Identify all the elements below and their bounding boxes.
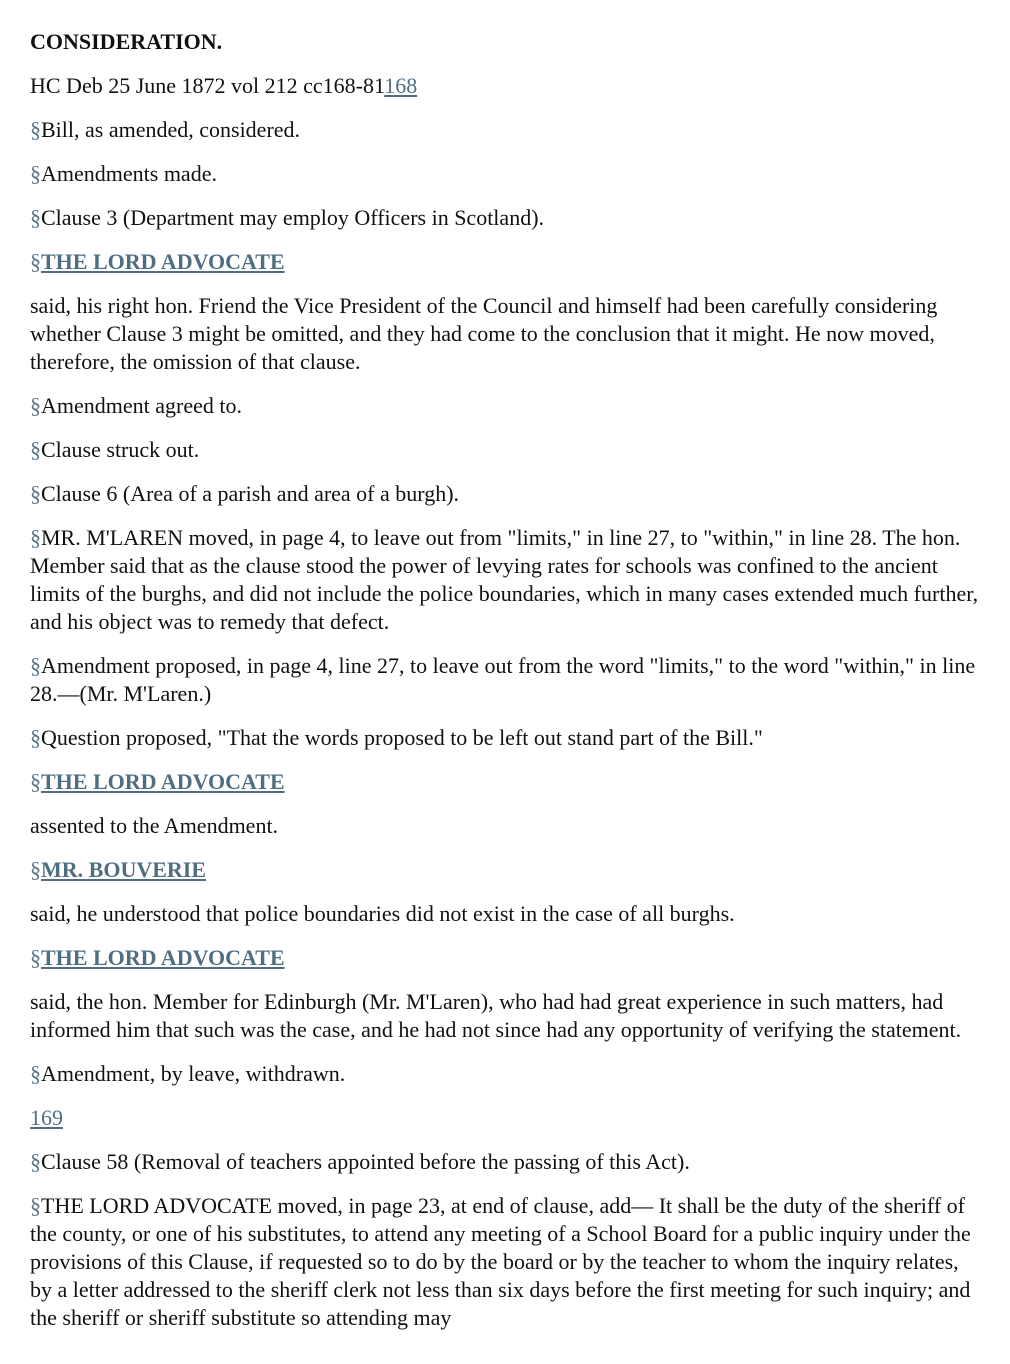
column-link-169[interactable]: 169 [30, 1105, 63, 1130]
section-mark: § [30, 205, 41, 230]
paragraph [30, 1060, 980, 1088]
paragraph-text: THE LORD ADVOCATE moved, in page 23, at end of clause, add— It shall be the duty of the sheriff of the county, or one of his substitutes, to attend any meeting of a School Board for a public inquiry under the provisions of this Clause, if requested so to do by the board or by the teacher to whom the inquiry relates, by a letter addressed to the sheriff clerk not less than six days before the first meeting for such inquiry; and the sheriff or sheriff substitute so attending may [30, 1193, 971, 1330]
section-mark: § [30, 525, 41, 550]
speaker-link-lord-advocate[interactable]: THE LORD ADVOCATE [41, 945, 285, 970]
paragraph: said, his right hon. Friend the Vice President of the Council and himself had been carefully considering whether Clause 3 might be omitted, and they had come to the conclusion that it might. He now moved, therefore, the omission of that clause. [30, 293, 938, 374]
speaker-heading [30, 944, 980, 972]
section-mark: § [30, 653, 41, 678]
paragraph: said, he understood that police boundaries did not exist in the case of all burghs. [30, 901, 735, 926]
speaker-link-mr-bouverie[interactable]: MR. BOUVERIE [41, 857, 207, 882]
speaker-link-lord-advocate[interactable]: THE LORD ADVOCATE [41, 249, 285, 274]
section-mark: § [30, 393, 41, 418]
paragraph-text: Bill, as amended, considered. [41, 117, 301, 142]
paragraph-text: Clause 6 (Area of a parish and area of a burgh). [41, 481, 460, 506]
section-mark: § [30, 481, 41, 506]
citation-text: HC Deb 25 June 1872 vol 212 cc168-81 [30, 73, 385, 98]
section-mark: § [30, 1061, 41, 1086]
section-mark: § [30, 725, 41, 750]
paragraph [30, 204, 980, 232]
citation-line [30, 72, 980, 100]
paragraph [30, 480, 980, 508]
section-mark: § [30, 857, 41, 882]
paragraph-text: Clause struck out. [41, 437, 200, 462]
speaker-heading [30, 248, 980, 276]
column-marker [30, 1104, 980, 1132]
section-mark: § [30, 1149, 41, 1174]
paragraph [30, 724, 980, 752]
paragraph [30, 524, 980, 636]
paragraph-text: Clause 3 (Department may employ Officers in Scotland). [41, 205, 545, 230]
section-mark: § [30, 249, 41, 274]
paragraph-text: Amendment proposed, in page 4, line 27, to leave out from the word "limits," to the word "within," in line 28.—(Mr. M'Laren.) [30, 653, 976, 706]
paragraph [30, 436, 980, 464]
section-mark: § [30, 945, 41, 970]
paragraph [30, 160, 980, 188]
speaker-heading [30, 768, 980, 796]
paragraph [30, 392, 980, 420]
speaker-heading [30, 856, 980, 884]
paragraph [30, 652, 980, 708]
section-mark: § [30, 769, 41, 794]
paragraph [30, 1192, 980, 1332]
paragraph: assented to the Amendment. [30, 813, 279, 838]
paragraph-text: MR. M'LAREN moved, in page 4, to leave out from "limits," in line 27, to "within," in line 28. The hon. Member said that as the clause stood the power of levying rates for schools was confined to the ancient limits of the burghs, and did not include the police boundaries, which in many cases extended much further, and his object was to remedy that defect. [30, 525, 979, 634]
column-link-168[interactable]: 168 [384, 73, 418, 98]
paragraph-text: Clause 58 (Removal of teachers appointed before the passing of this Act). [41, 1149, 690, 1174]
paragraph-text: Question proposed, "That the words proposed to be left out stand part of the Bill." [41, 725, 763, 750]
speaker-link-lord-advocate[interactable]: THE LORD ADVOCATE [41, 769, 285, 794]
section-mark: § [30, 161, 41, 186]
paragraph-text: Amendment, by leave, withdrawn. [41, 1061, 346, 1086]
paragraph-text: Amendment agreed to. [41, 393, 242, 418]
paragraph: said, the hon. Member for Edinburgh (Mr. M'Laren), who had had great experience in such matters, had informed him that such was the case, and he had not since had any opportunity of verifying the statement. [30, 989, 962, 1042]
paragraph [30, 116, 980, 144]
paragraph [30, 1148, 980, 1176]
paragraph-text: Amendments made. [41, 161, 217, 186]
page-title: CONSIDERATION. [30, 29, 223, 54]
section-mark: § [30, 117, 41, 142]
section-mark: § [30, 1193, 41, 1218]
section-mark: § [30, 437, 41, 462]
